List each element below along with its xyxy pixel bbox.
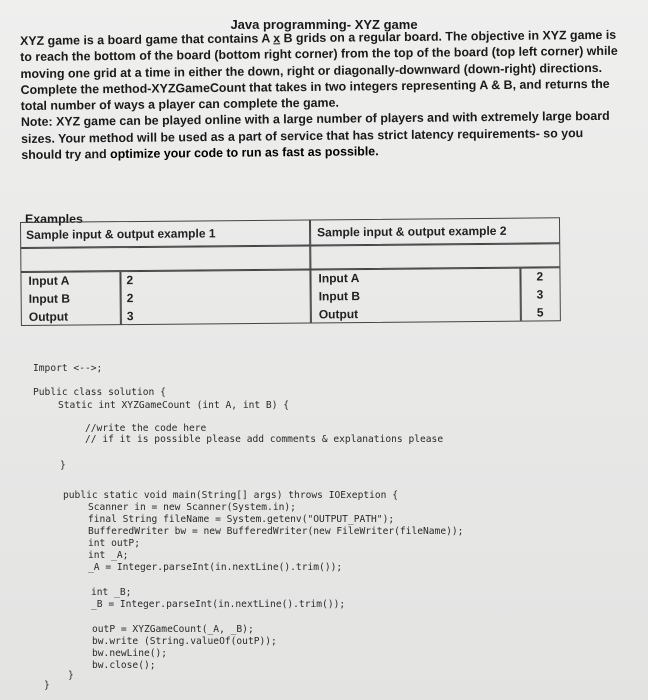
example-1-row-3-value: 3	[126, 309, 134, 324]
example-2-row-3-label: Output	[318, 307, 359, 322]
code-line: BufferedWriter bw = new BufferedWriter(new FileWriter(fileName));	[88, 526, 464, 537]
code-line: Scanner in = new Scanner(System.in);	[88, 502, 296, 513]
code-line: Static int XYZGameCount (int A, int B) {	[58, 400, 290, 411]
description-paragraph-1: XYZ game is a board game that contains A x B grids on a regular board. The objective in XYZ game is to reach the bottom of the board (bottom right corner) from the top of the board (top left corner) while moving one grid at a time in either the down, right or diagonally-downward (down-right) directions.	[20, 27, 618, 81]
code-line: final String fileName = System.getenv("OUTPUT_PATH");	[88, 514, 395, 525]
code-line: int outP;	[88, 538, 140, 549]
example-2-row-2-value: 3	[536, 287, 544, 302]
code-line: bw.close();	[92, 660, 156, 671]
example-2-row-1-label: Input A	[318, 271, 360, 286]
code-line: public static void main(String[] args) throws IOExeption {	[63, 490, 399, 501]
code-line: }	[44, 680, 50, 691]
example-2-row-2-label: Input B	[318, 289, 361, 304]
example-1-header: Sample input & output example 1	[26, 226, 216, 242]
code-line: int _A;	[88, 550, 129, 561]
description-paragraph-3: Note: XYZ game can be played online with a large number of players and with extremely large board sizes. Your method will be used as a part of service that has strict latency requirements- so you should try and optimize your code to run as fast as possible.	[20, 109, 610, 163]
code-line: Import <-->;	[33, 363, 103, 374]
description-paragraph-2: Complete the method-XYZGameCount that takes in two integers representing A & B, and returns the total number of ways a player can complete the game.	[20, 76, 610, 114]
example-1-row-1-label: Input A	[28, 273, 70, 288]
examples-heading: Examples	[25, 212, 83, 226]
example-1-row-2-value: 2	[126, 291, 134, 306]
code-line: }	[60, 460, 66, 471]
page-title: Java programming- XYZ game	[230, 17, 418, 32]
example-1-row-1-value: 2	[126, 273, 134, 288]
code-line: _B = Integer.parseInt(in.nextLine().trim());	[91, 599, 346, 610]
code-line: bw.newLine();	[92, 648, 168, 659]
code-line: outP = XYZGameCount(_A, _B);	[92, 624, 254, 635]
code-line: Public class solution {	[33, 387, 166, 398]
example-1-row-3-label: Output	[28, 309, 69, 324]
example-1-row-2-label: Input B	[28, 291, 71, 306]
example-2-row-3-value: 5	[536, 305, 544, 320]
code-line: _A = Integer.parseInt(in.nextLine().trim());	[88, 562, 343, 573]
example-2-header: Sample input & output example 2	[317, 223, 507, 240]
code-line: bw.write (String.valueOf(outP));	[92, 636, 277, 647]
code-comment: //write the code here	[85, 423, 207, 434]
example-2-row-1-value: 2	[536, 269, 544, 284]
code-line: }	[68, 670, 74, 681]
code-comment: // if it is possible please add comments & explanations please	[85, 434, 444, 445]
code-line: int _B;	[91, 587, 132, 598]
